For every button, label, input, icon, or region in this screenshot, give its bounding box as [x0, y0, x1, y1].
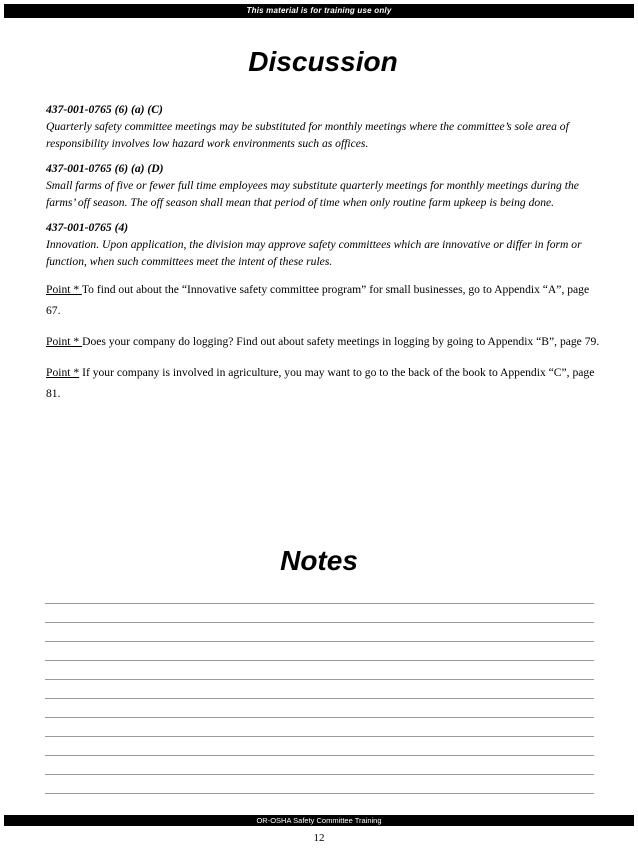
note-line [45, 622, 594, 641]
note-line [45, 755, 594, 774]
page-number: 12 [313, 832, 325, 844]
note-line [45, 774, 594, 793]
point-text: Does your company do logging? Find out about safety meetings in logging by going to Appendix “B”, page 79. [82, 335, 600, 348]
point-block [46, 279, 601, 321]
point-label: Point * [46, 283, 82, 296]
point-text: To find out about the “Innovative safety committee program” for small businesses, go to Appendix “A”, page 67. [46, 283, 590, 317]
bottom-banner: OR-OSHA Safety Committee Training [4, 815, 634, 826]
rule-block [46, 219, 601, 270]
note-line [45, 660, 594, 679]
point-text: If your company is involved in agriculture, you may want to go to the back of the book to Appendix “C”, page 81. [46, 366, 595, 400]
rule-text: Innovation. Upon application, the division may approve safety committees which are innovative or differ in form or function, when such committees meet the intent of these rules. [46, 238, 582, 268]
note-line [45, 698, 594, 717]
point-label: Point * [46, 366, 80, 379]
rule-code: 437-001-0765 (6) (a) (C) [46, 103, 163, 116]
rule-code: 437-001-0765 (6) (a) (D) [46, 162, 164, 175]
top-banner: This material is for training use only [4, 4, 634, 18]
note-line [45, 793, 594, 812]
rule-block [46, 160, 601, 211]
note-line [45, 736, 594, 755]
notes-lines [45, 603, 594, 812]
note-line [45, 717, 594, 736]
rule-block [46, 101, 601, 152]
rule-text: Quarterly safety committee meetings may be substituted for monthly meetings where the committee’s sole area of responsibility involves low hazard work environments such as offices. [46, 120, 569, 150]
discussion-content [46, 101, 601, 404]
point-block [46, 331, 601, 352]
note-line [45, 679, 594, 698]
rule-text: Small farms of five or fewer full time employees may substitute quarterly meetings for monthly meetings during the farms’ off season. The off season shall mean that period of time when only routine farm upkeep is being done. [46, 179, 579, 209]
discussion-title: Discussion [248, 46, 398, 77]
rule-code: 437-001-0765 (4) [46, 221, 129, 234]
notes-title: Notes [280, 545, 358, 576]
point-block [46, 362, 601, 404]
note-line [45, 641, 594, 660]
note-line [45, 603, 594, 622]
point-label: Point * [46, 335, 83, 348]
